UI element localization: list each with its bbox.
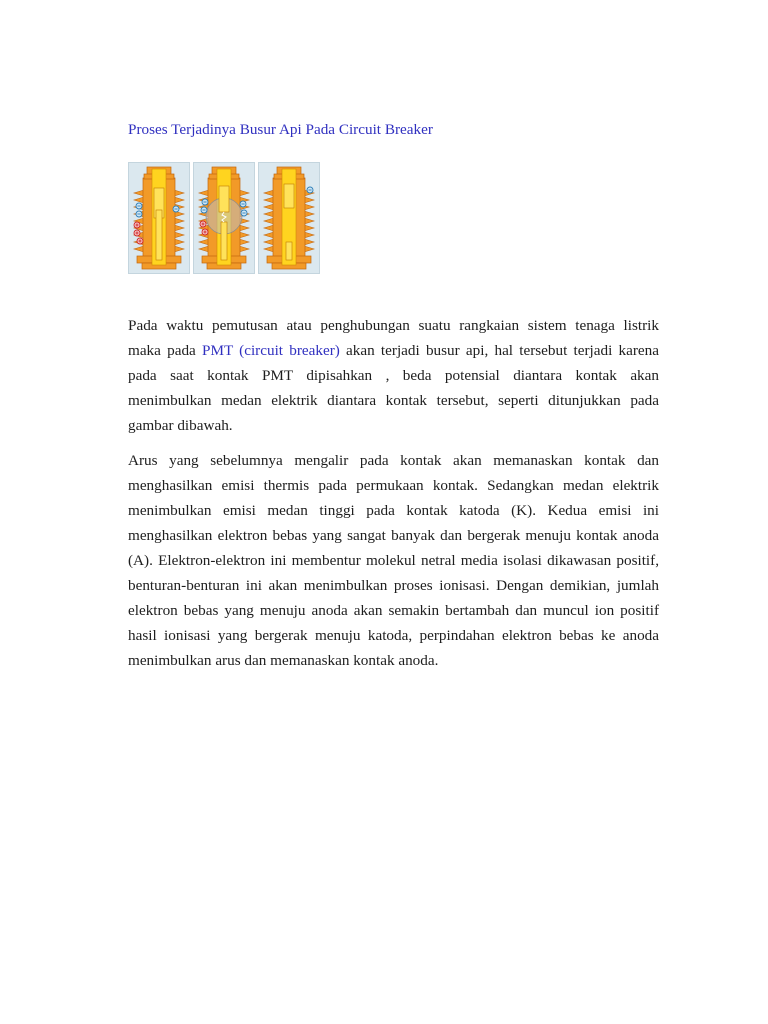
page-title: Proses Terjadinya Busur Api Pada Circuit Breaker (128, 121, 433, 138)
breaker-diagram-3 (258, 162, 320, 274)
paragraph-line: benturan-benturan ini akan menimbulkan proses ionisasi. Dengan demikian, jumlah (128, 577, 659, 594)
moving-contact (221, 222, 227, 260)
electron-marker (136, 211, 142, 217)
moving-contact (156, 210, 162, 260)
paragraph-2 (128, 448, 659, 673)
paragraph-line: Arus yang sebelumnya mengalir pada kontak akan memanaskan kontak dan (128, 452, 659, 469)
line-text: akan terjadi busur api, hal tersebut terjadi karena (339, 342, 660, 359)
ion-marker (134, 222, 140, 228)
paragraph-line: pada saat kontak PMT dipisahkan , beda potensial diantara kontak akan (128, 367, 659, 384)
figure-row (128, 162, 320, 274)
electron-marker (173, 206, 179, 212)
paragraph-line: (A). Elektron-elektron ini membentur molekul netral media isolasi dikawasan positif, (128, 552, 659, 569)
moving-contact (286, 242, 292, 260)
electron-marker (241, 210, 247, 216)
electron-marker (202, 199, 208, 205)
ion-marker (134, 230, 140, 236)
electron-marker (201, 207, 207, 213)
paragraph-line: Pada waktu pemutusan atau penghubungan suatu rangkaian sistem tenaga listrik (128, 317, 659, 334)
paragraph-line: menimbulkan arus dan memanaskan kontak anoda. (128, 652, 439, 669)
pmt-circuit-breaker-link[interactable]: PMT (circuit breaker) (202, 342, 340, 359)
ion-marker (137, 238, 143, 244)
paragraph-line: elektron bebas yang menuju anoda akan semakin bertambah dan muncul ion positif (128, 602, 659, 619)
electron-marker (240, 201, 246, 207)
paragraph-line: menimbulkan emisi medan tinggi pada kontak katoda (K). Kedua emisi ini (128, 502, 659, 519)
fixed-contact (219, 186, 229, 212)
electron-marker (307, 187, 313, 193)
breaker-diagram-1 (128, 162, 190, 274)
line-text: maka pada (128, 342, 202, 359)
paragraph-line (128, 338, 659, 363)
paragraph-1 (128, 313, 659, 438)
breaker-diagram-2 (193, 162, 255, 274)
paragraph-line: hasil ionisasi yang bergerak menuju katoda, perpindahan elektron bebas ke anoda (128, 627, 659, 644)
fixed-contact (284, 184, 294, 208)
paragraph-line: menghasilkan emisi thermis pada permukaan kontak. Sedangkan medan elektrik (128, 477, 659, 494)
ion-marker (202, 229, 208, 235)
ion-marker (200, 221, 206, 227)
electron-marker (136, 203, 142, 209)
paragraph-line: gambar dibawah. (128, 417, 233, 434)
paragraph-line: menghasilkan elektron bebas yang sangat banyak dan bergerak menuju kontak anoda (128, 527, 659, 544)
paragraph-line: menimbulkan medan elektrik diantara kontak tersebut, seperti ditunjukkan pada (128, 392, 659, 409)
